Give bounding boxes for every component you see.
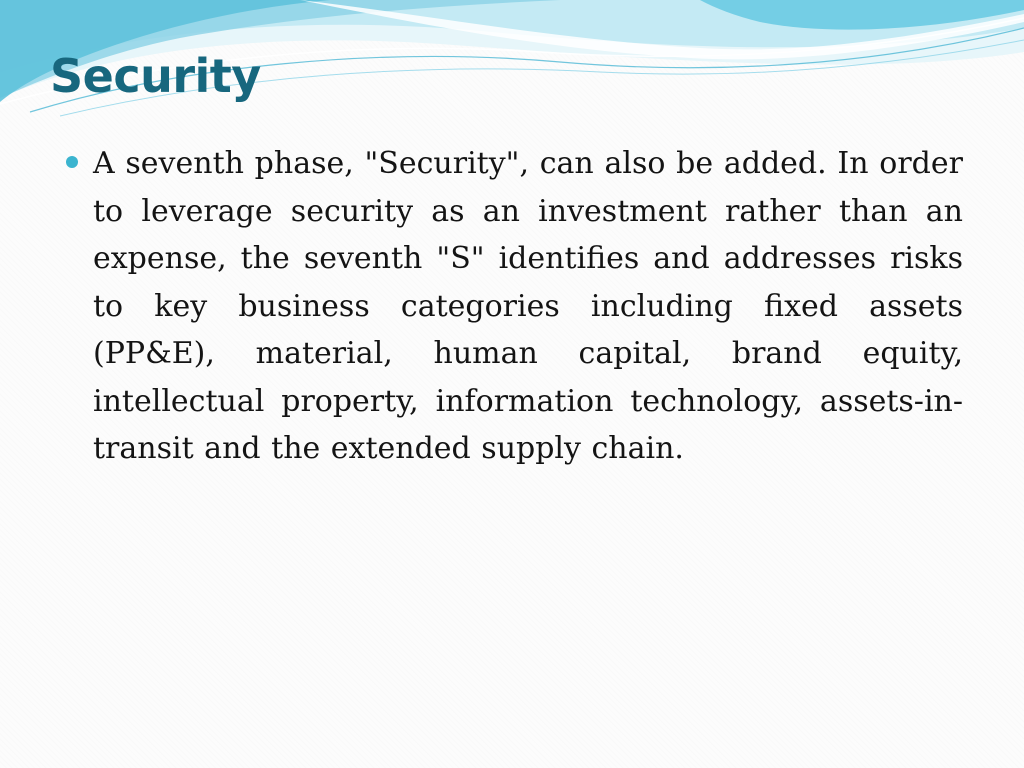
slide-title: Security (50, 49, 261, 103)
bullet-dot-icon (66, 156, 78, 168)
bullet-text: A seventh phase, "Security", can also be added. In order to leverage security as an investment rather than an expense, the seventh "S" identifies and addresses risks to key business categories including fixed assets (PP&E), material, human capital, brand equity, intellectual property, information technology, assets-in-transit and the extended supply chain. (93, 146, 963, 466)
